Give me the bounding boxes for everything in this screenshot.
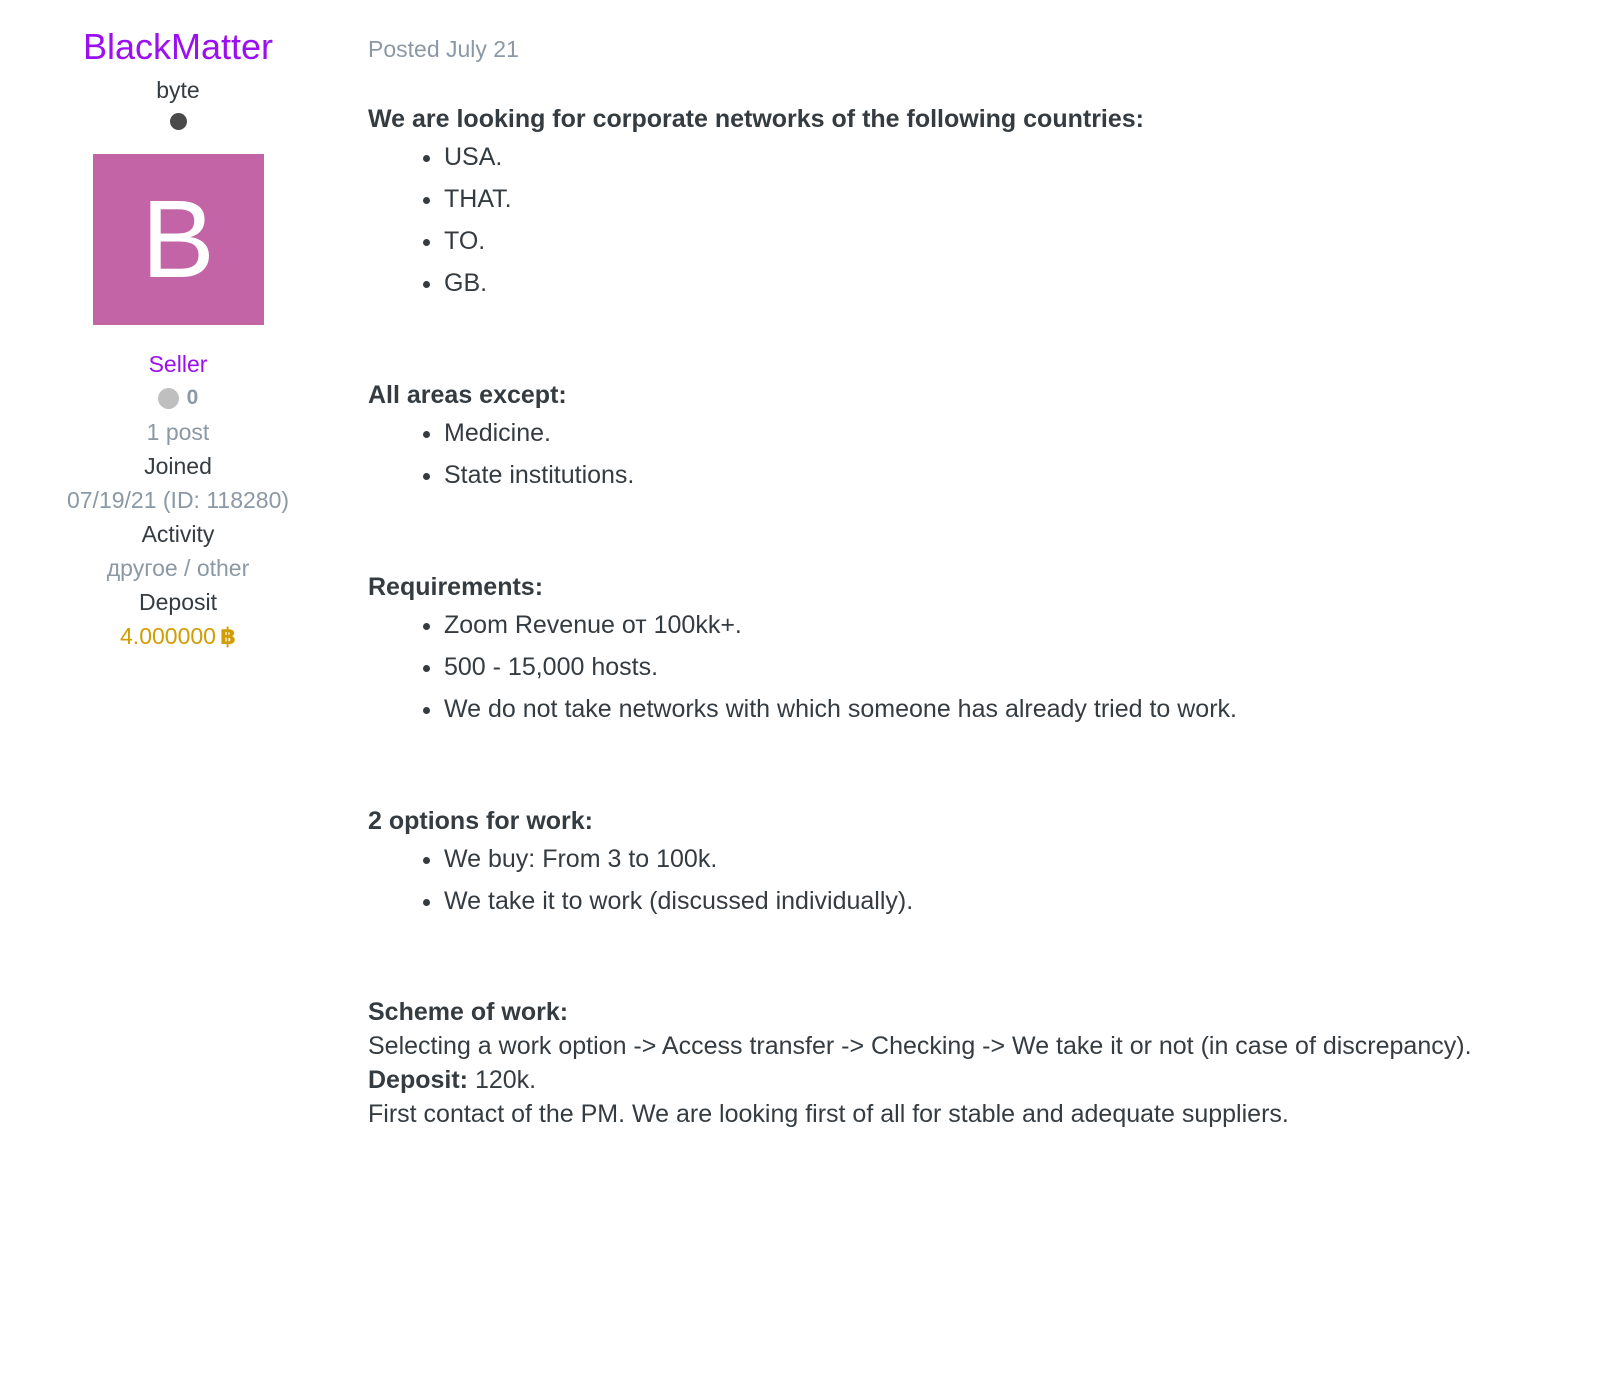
areas-heading: All areas except: [368,381,567,409]
list-item: • USA. [444,136,1578,178]
list-item: • Medicine. [444,412,1578,454]
options-list [368,838,1578,922]
list-item: • Zoom Revenue от 100kk+. [444,604,1578,646]
author-sidebar [30,22,326,653]
list-item: • TO. [444,220,1578,262]
list-item: • We take it to work (discussed individually). [444,880,1578,922]
requirements-heading: Requirements: [368,573,544,601]
deposit-amount: 4.000000 [120,623,216,649]
list-item: • We buy: From 3 to 100k. [444,838,1578,880]
reputation-count: 0 [186,386,199,409]
closing-text: First contact of the PM. We are looking first of all for stable and adequate suppliers. [368,1100,1289,1128]
activity-value: другое / other [106,555,250,581]
online-status-icon [170,113,187,130]
joined-label: Joined [144,453,212,479]
list-item: • State institutions. [444,454,1578,496]
post-count: 1 post [146,419,210,445]
avatar-letter: B [141,177,215,301]
options-heading: 2 options for work: [368,807,593,835]
deposit-line [368,1063,1578,1097]
posted-date: Posted July 21 [368,36,519,62]
author-group: Seller [148,351,208,377]
reputation [30,381,326,415]
activity-label: Activity [141,521,215,547]
author-username-link[interactable]: BlackMatter [82,26,274,67]
joined-value: 07/19/21 (ID: 118280) [66,487,290,513]
deposit-line-value: 120k. [468,1066,537,1094]
list-item: • We do not take networks with which someone has already tried to work. [444,688,1578,730]
bitcoin-icon: ฿ [219,623,236,649]
deposit-line-label: Deposit: [368,1066,468,1094]
reputation-icon [158,388,179,409]
areas-list [368,412,1578,496]
post-content [368,34,1578,1131]
list-item: • THAT. [444,178,1578,220]
scheme-heading: Scheme of work: [368,998,569,1026]
requirements-list [368,604,1578,730]
deposit-value [30,619,326,653]
list-item: • GB. [444,262,1578,304]
countries-list [368,136,1578,304]
avatar[interactable] [93,154,264,325]
deposit-label: Deposit [139,589,217,615]
scheme-text: Selecting a work option -> Access transfer -> Checking -> We take it or not (in case of discrepancy). [368,1032,1472,1060]
list-item: • 500 - 15,000 hosts. [444,646,1578,688]
author-title: byte [156,77,200,103]
intro-heading: We are looking for corporate networks of the following countries: [368,105,1145,133]
